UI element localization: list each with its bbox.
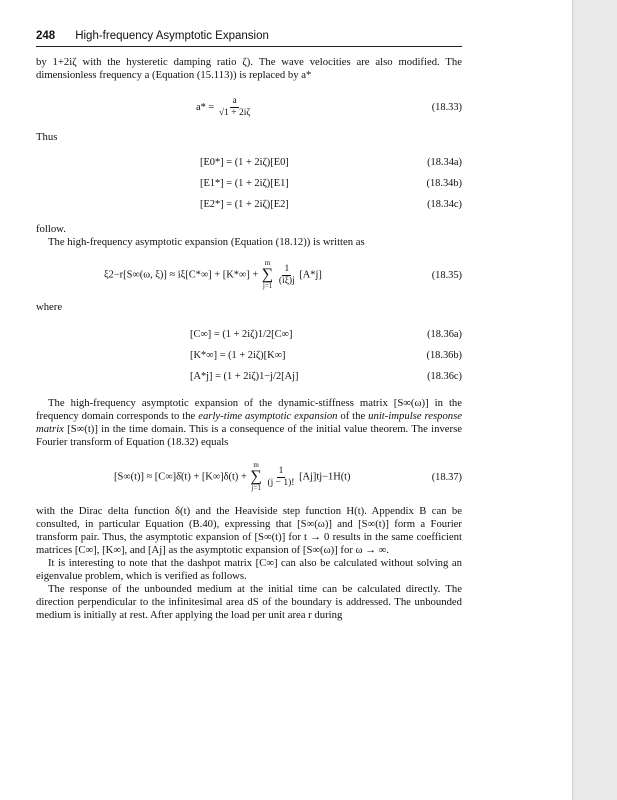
- paragraph-3-emphasis-2: unit-impulse response matrix: [36, 410, 463, 435]
- eq-18-33-lhs: a* =: [196, 101, 215, 113]
- eq-18-34b-body: [E1*] = (1 + 2iζ)[E1]: [200, 178, 289, 189]
- eq-18-34c-body: [E2*] = (1 + 2iζ)[E2]: [200, 199, 289, 210]
- paragraph-3-part-a: The high-frequency asymptotic expansion of the dynamic-stiffness matrix [S∞(ω)] in the frequency domain corresponds to the: [36, 397, 462, 422]
- equation-18-36c: [36, 366, 462, 387]
- running-header: [36, 30, 462, 47]
- eq-18-35-sum-bottom: j=1: [262, 282, 273, 290]
- paragraph-3-emphasis-1: early-time asymptotic expansion: [198, 410, 338, 422]
- equation-group-18-36: [36, 324, 462, 387]
- eq-18-37-sum-bottom: j=1: [251, 484, 261, 492]
- eq-18-35-left: ξ2−r[S∞(ω, ξ)] ≈ iξ[C*∞] + [K*∞] +: [104, 269, 259, 281]
- equation-18-34b: [36, 173, 462, 194]
- paragraph-2: The high-frequency asymptotic expansion (Equation (18.12)) is written as: [48, 236, 365, 248]
- word-where: where: [36, 301, 63, 313]
- eq-18-34a-number: (18.34a): [427, 157, 462, 168]
- eq-18-37-left: [S∞(t)] ≈ [C∞]δ̇(t) + [K∞]δ(t) +: [114, 471, 247, 483]
- paragraph-3: [36, 397, 462, 449]
- paragraph-3-part-c: [S∞(t)] in the time domain. This is a consequence of the initial value theorem. The inverse Fourier transform of Equation (18.32) equals: [36, 423, 462, 448]
- eq-18-34a-body: [E0*] = (1 + 2iζ)[E0]: [200, 157, 289, 168]
- eq-18-36a-body: [C∞] = (1 + 2iζ)1/2[C∞]: [190, 329, 293, 340]
- paragraph-6: The response of the unbounded medium at the initial time can be calculated directly. The direction perpendicular to the infinitesimal area dS of the boundary is addressed. The unbounded medium is initially at rest. After applying the load per unit area r during: [36, 583, 462, 621]
- eq-18-35-frac-den: (iξ)j: [278, 275, 295, 286]
- eq-18-36a-number: (18.36a): [427, 329, 462, 340]
- eq-18-36b-number: (18.36b): [426, 350, 462, 361]
- eq-18-35-sum-top: m: [264, 259, 271, 267]
- equation-18-37: [S∞(t)] ≈ [C∞]δ̇(t) + [K∞]δ(t) + m ∑ j=1 $\frac{1}{(j - 1)!}$ [Aj]tj−1H(t) (18.37): [114, 461, 462, 492]
- equation-18-36a: [36, 324, 462, 345]
- eq-18-37-right: [Aj]tj−1H(t): [299, 471, 351, 483]
- eq-18-37-number: (18.37): [431, 471, 462, 483]
- eq-18-33-denominator: √1 + 2iζ: [218, 108, 251, 118]
- running-title: High-frequency Asymptotic Expansion: [75, 30, 269, 42]
- eq-18-33-number: (18.33): [431, 102, 462, 113]
- eq-18-36c-body: [A*j] = (1 + 2iζ)1−j/2[Aj]: [190, 371, 299, 382]
- eq-18-33-numerator: a: [232, 96, 237, 106]
- equation-18-34a: [36, 152, 462, 173]
- book-page: [36, 30, 462, 622]
- paragraph-4: with the Dirac delta function δ(t) and the Heaviside step function H(t). Appendix B can be consulted, in particular Equation (B.40), expressing that [S∞(ω)] and [S∞(t)] form a Fourier transform pair. Thus, the asymptotic expansion of [S∞(t)] for t → 0 results in the same coefficient matrices [C∞], [K∞], and [Aj] as the asymptotic expansion of [S∞(ω)] for ω → ∞.: [36, 505, 462, 556]
- paragraph-1: by 1+2iζ with the hysteretic damping ratio ζ). The wave velocities are also modified. The dimensionless frequency a (Equation (15.113)) is replaced by a*: [36, 56, 462, 81]
- viewer-scroll-gutter: [572, 0, 617, 800]
- eq-18-37-frac-den: (j − 1)!: [267, 477, 295, 488]
- equation-18-34c: [36, 194, 462, 215]
- equation-18-35: ξ2−r[S∞(ω, ξ)] ≈ iξ[C*∞] + [K*∞] + m ∑ j=1 $\frac{1}{(i\xi)j}$ [A*j] (18.35): [104, 259, 462, 290]
- eq-18-36b-body: [K*∞] = (1 + 2iζ)[K∞]: [190, 350, 286, 361]
- eq-18-37-sum-top: m: [253, 461, 259, 469]
- eq-18-37-frac-num: 1: [278, 465, 284, 476]
- equation-18-33: [36, 96, 462, 119]
- eq-18-35-right: [A*j]: [299, 269, 322, 281]
- equation-18-36b: [36, 345, 462, 366]
- eq-18-36c-number: (18.36c): [427, 371, 462, 382]
- eq-18-34c-number: (18.34c): [427, 199, 462, 210]
- page-number: 248: [36, 30, 56, 42]
- paragraph-3-part-b: of the: [340, 410, 366, 422]
- eq-18-35-frac-num: 1: [284, 263, 290, 274]
- word-follow: follow.: [36, 223, 66, 235]
- equation-group-18-34: [36, 152, 462, 215]
- eq-18-35-number: (18.35): [431, 269, 462, 281]
- paragraph-5: It is interesting to note that the dashpot matrix [C∞] can also be calculated without solving an eigenvalue problem, which is verified as follows.: [36, 557, 462, 582]
- word-thus: Thus: [36, 131, 58, 143]
- eq-18-34b-number: (18.34b): [426, 178, 462, 189]
